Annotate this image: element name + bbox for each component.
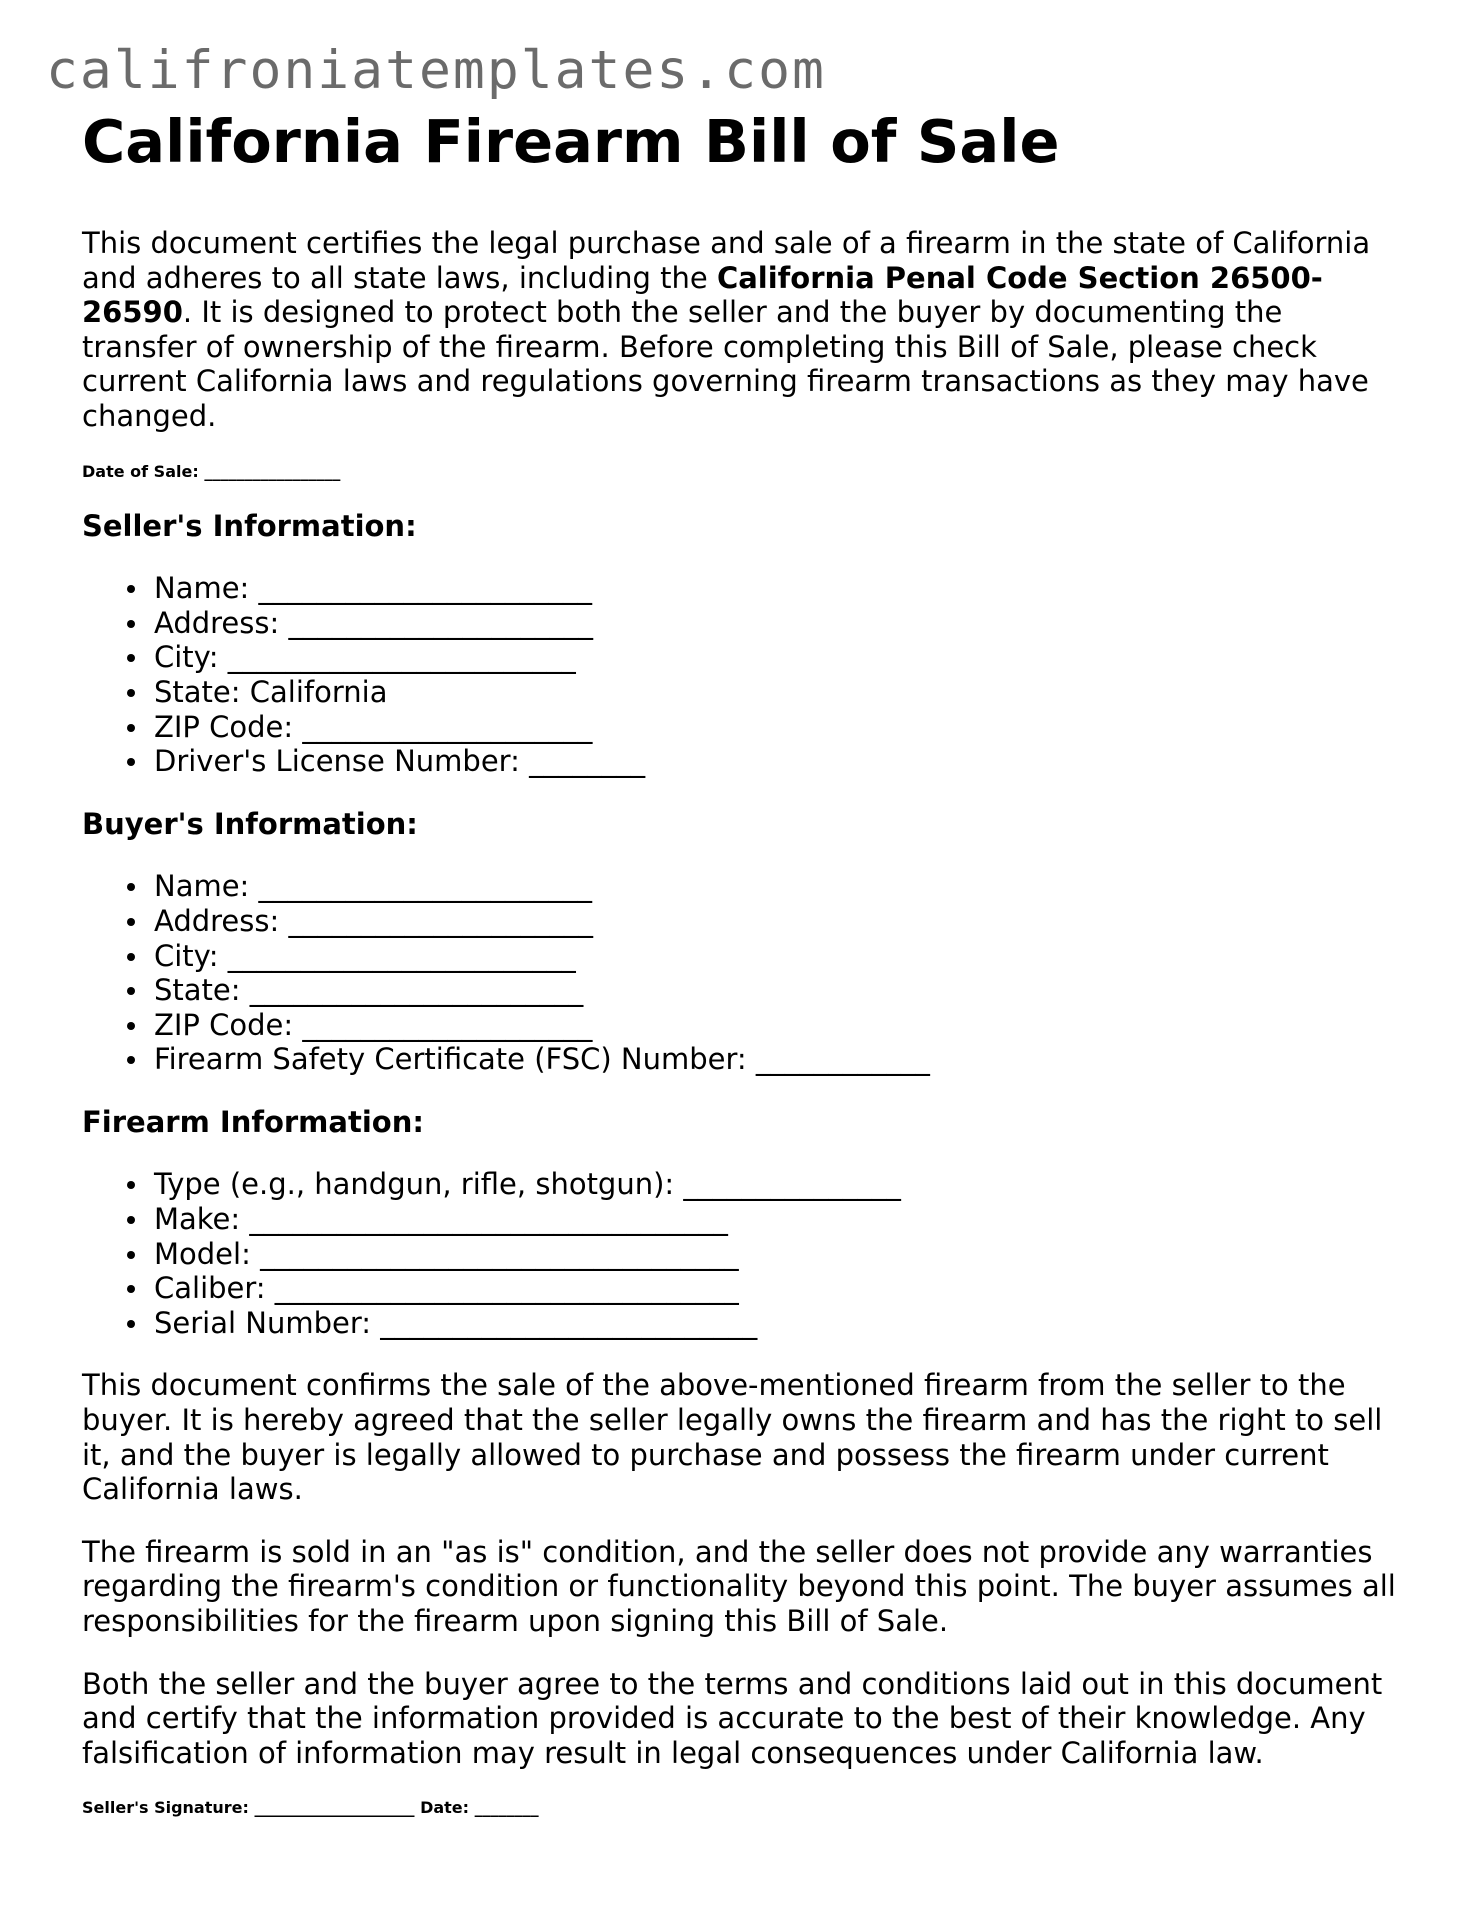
buyer-city-field [154,939,1402,974]
firearm-model-field [154,1237,1402,1272]
buyer-address-blank[interactable]: _____________________ [288,903,593,938]
firearm-info-list [82,1167,1402,1340]
field-label: State: [154,973,241,1008]
date-of-sale-blank[interactable]: _________________ [204,461,341,481]
seller-address-field [154,606,1402,641]
field-label: ZIP Code: [154,1007,294,1042]
seller-name-blank[interactable]: _______________________ [258,571,593,606]
field-label: Name: [154,869,250,904]
buyer-info-heading: Buyer's Information: [82,806,418,841]
firearm-serial-field [154,1306,1402,1341]
date-of-sale-label: Date of Sale: [82,461,199,481]
field-label: Make: [154,1202,241,1237]
field-label: Serial Number: [154,1305,372,1340]
buyer-state-field [154,973,1402,1008]
field-label: Address: [154,605,280,640]
intro-text-start: This document certifies the legal purchase and sale of a firearm in the state of California and adheres to all state laws, including the [82,226,1371,295]
firearm-caliber-field [154,1271,1402,1306]
seller-zip-blank[interactable]: ____________________ [302,709,593,744]
seller-city-field [154,640,1402,675]
seller-city-blank[interactable]: ________________________ [227,640,576,675]
field-label: State: [154,674,241,709]
as-is-paragraph: The firearm is sold in an "as is" condition, and the seller does not provide any warranties regarding the firearm's condition or functionality beyond this point. The buyer assumes all responsibilities for the firearm upon signing this Bill of Sale. [82,1534,1396,1638]
firearm-type-field [154,1167,1402,1202]
field-label: ZIP Code: [154,709,294,744]
date-of-sale-field [82,462,1402,481]
buyer-state-blank[interactable]: _______________________ [249,973,584,1008]
seller-state-field [154,675,1402,710]
firearm-make-blank[interactable]: _________________________________ [249,1202,728,1237]
intro-text-end: . It is designed to protect both the seller and the buyer by documenting the transfer of ownership of the firearm. Before completing this Bill of Sale, please check current California laws and regulations governing firearm transactions as they may have changed. [82,295,1369,433]
seller-zip-field [154,710,1402,745]
seller-signature-label: Seller's Signature: [82,1798,249,1818]
seller-state-value: California [249,674,388,709]
field-label: Driver's License Number: [154,744,520,779]
buyer-zip-blank[interactable]: ____________________ [302,1007,593,1042]
seller-license-blank[interactable]: ________ [529,744,646,779]
field-label: Firearm Safety Certificate (FSC) Number: [154,1042,747,1077]
confirmation-paragraph: This document confirms the sale of the above-mentioned firearm from the seller to the buyer. It is hereby agreed that the seller legally owns the firearm and has the right to sell it, and the buyer is legally allowed to purchase and possess the firearm under current California laws. [82,1368,1383,1507]
seller-signature-line [82,1798,1402,1817]
firearm-model-blank[interactable]: _________________________________ [260,1236,739,1271]
field-label: City: [154,640,219,675]
watermark-text: califroniatemplates.com [46,40,826,101]
buyer-city-blank[interactable]: ________________________ [227,938,576,973]
buyer-fsc-field [154,1042,1402,1077]
seller-address-blank[interactable]: _____________________ [288,605,593,640]
buyer-name-field [154,869,1402,904]
firearm-info-heading: Firearm Information: [82,1104,424,1139]
page-title: California Firearm Bill of Sale [82,107,1060,176]
seller-license-field [154,744,1402,779]
firearm-serial-blank[interactable]: __________________________ [380,1305,758,1340]
field-label: Caliber: [154,1271,266,1306]
firearm-type-blank[interactable]: _______________ [683,1167,901,1202]
field-label: Address: [154,903,280,938]
field-label: Model: [154,1236,251,1271]
buyer-name-blank[interactable]: _______________________ [258,869,593,904]
signature-date-blank[interactable]: ________ [474,1798,539,1818]
seller-signature-blank[interactable]: ____________________ [254,1798,415,1818]
intro-paragraph [82,226,1402,434]
agreement-paragraph: Both the seller and the buyer agree to the terms and conditions laid out in this document and certify that the information provided is accurate to the best of their knowledge. Any falsification of information may result in legal consequences under California law. [82,1666,1383,1770]
field-label: City: [154,938,219,973]
seller-name-field [154,571,1402,606]
penal-code-reference: California Penal Code Section 26500-26590 [82,260,1323,330]
field-label: Name: [154,571,250,606]
signature-date-label: Date: [420,1798,470,1818]
buyer-fsc-blank[interactable]: ____________ [755,1042,930,1077]
seller-info-heading: Seller's Information: [82,508,417,543]
field-label: Type (e.g., handgun, rifle, shotgun): [154,1167,675,1202]
buyer-info-list [82,869,1402,1077]
seller-info-list [82,571,1402,779]
document-page [82,106,1402,1817]
firearm-caliber-blank[interactable]: ________________________________ [274,1271,739,1306]
firearm-make-field [154,1202,1402,1237]
buyer-zip-field [154,1008,1402,1043]
buyer-address-field [154,904,1402,939]
